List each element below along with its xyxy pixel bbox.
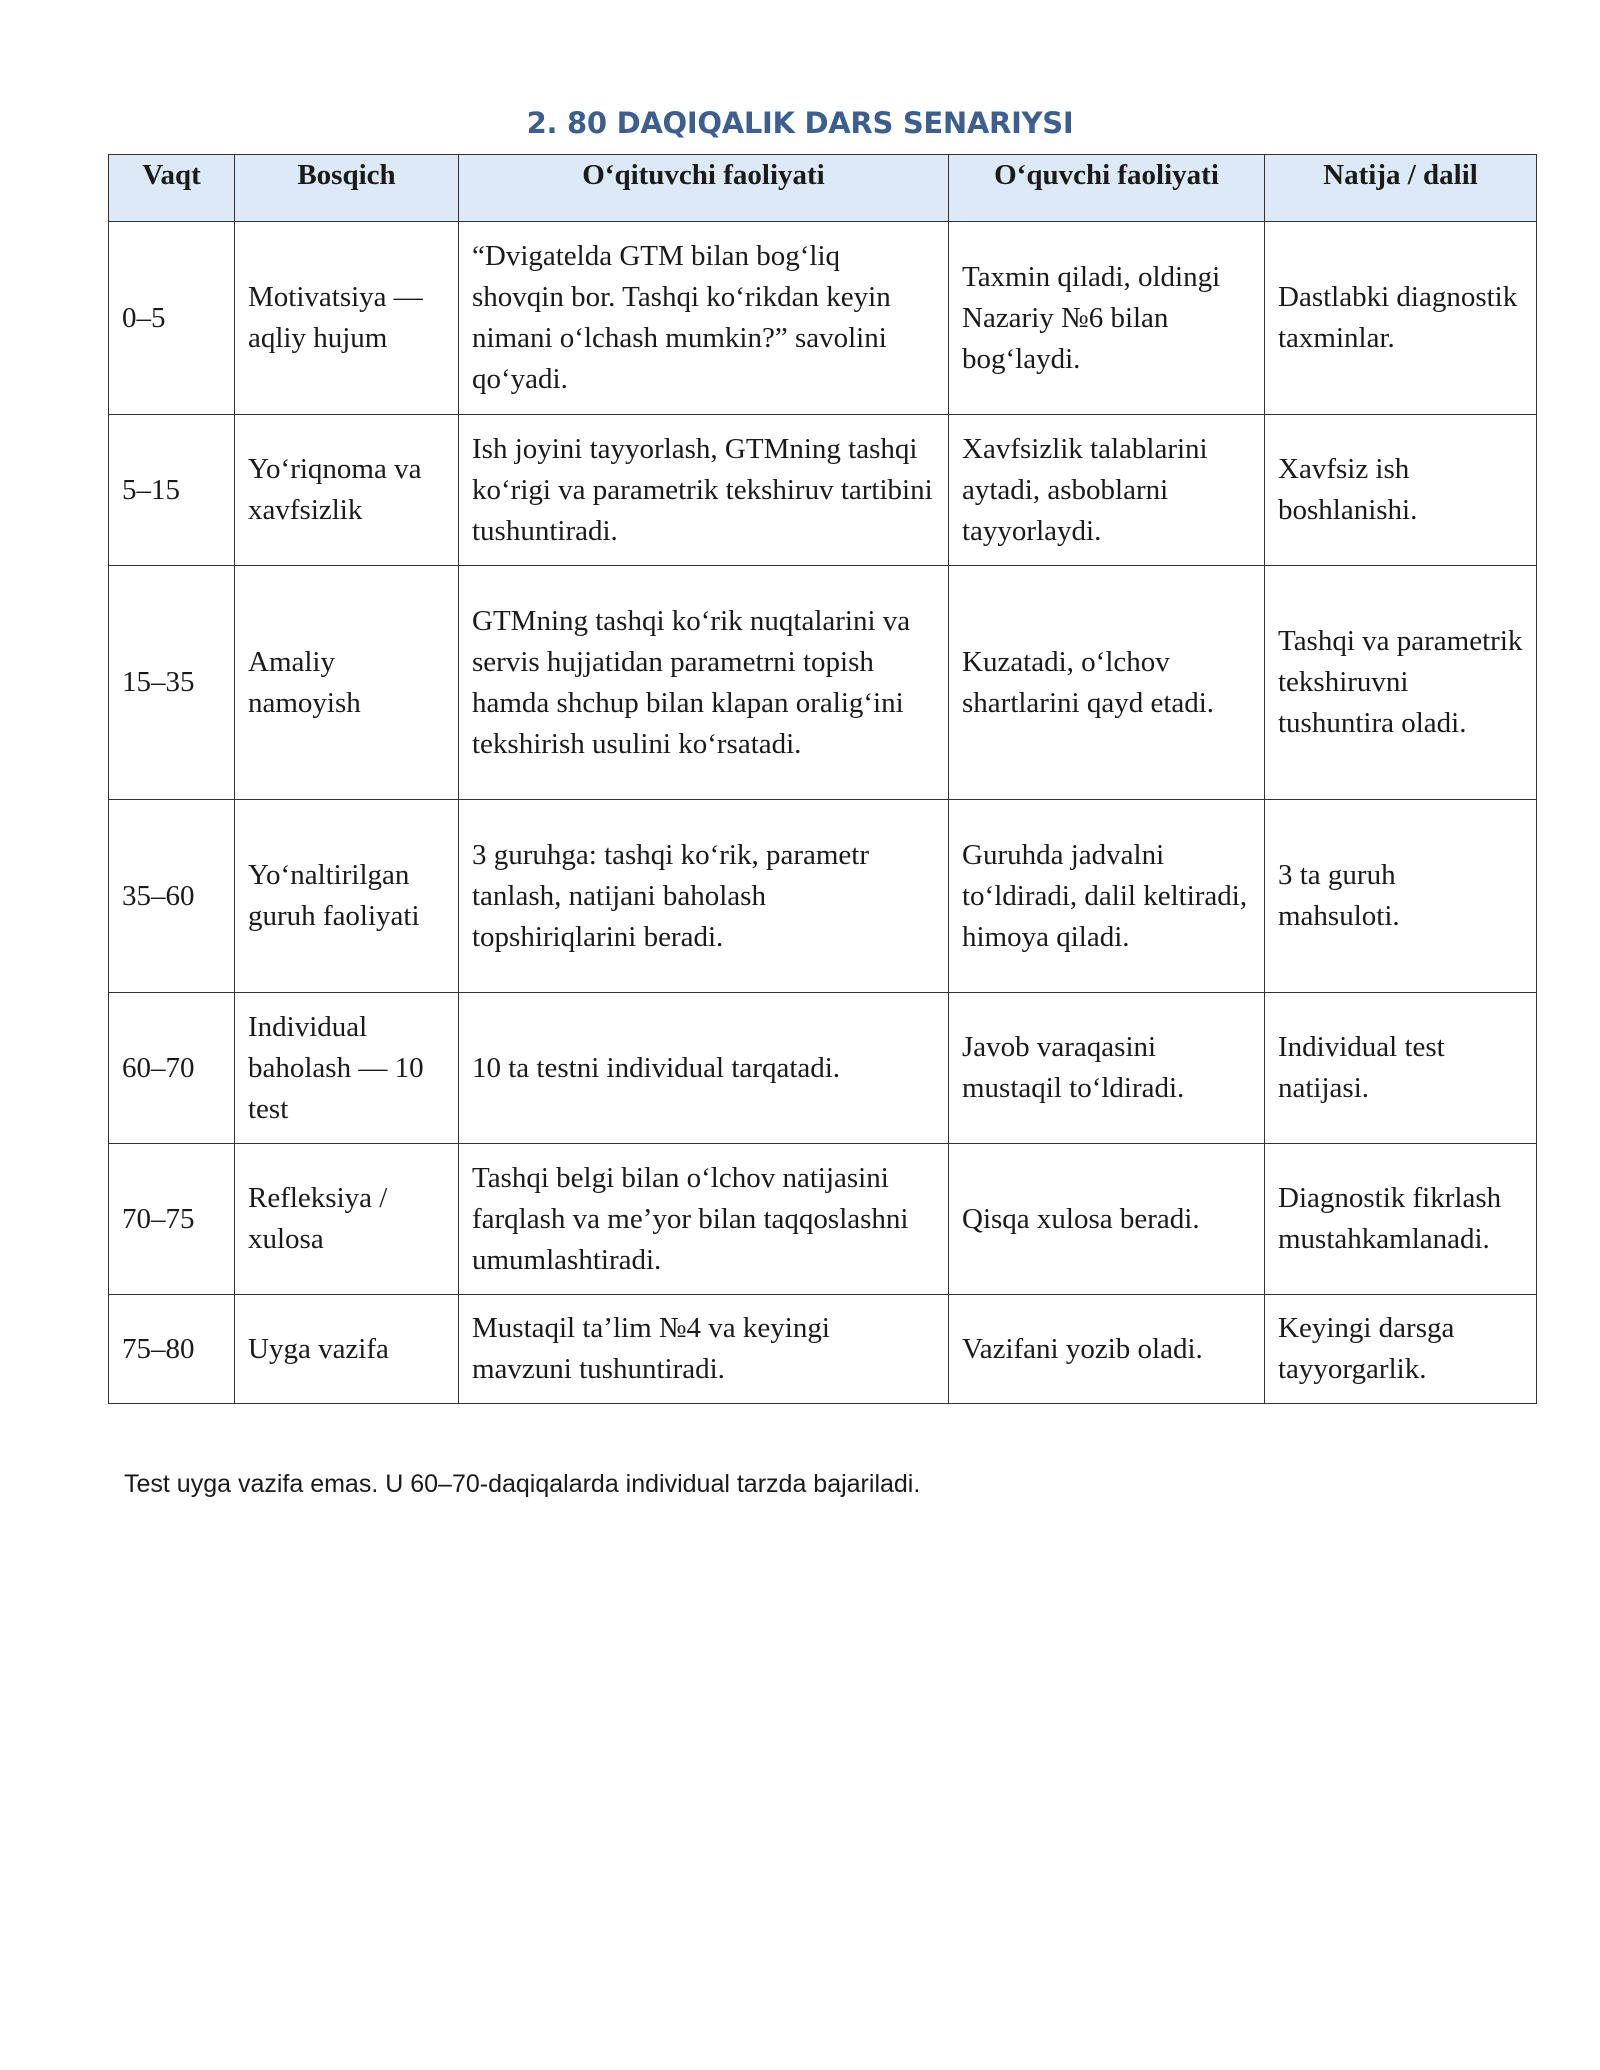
stage-cell: Yo‘naltirilgan guruh faoliyati	[235, 800, 459, 993]
stage-cell: Amaliy namoyish	[235, 566, 459, 800]
column-header-student-activity: O‘quvchi faoliyati	[949, 155, 1265, 222]
time-cell: 5–15	[109, 415, 235, 566]
table-row	[109, 222, 1537, 415]
stage-cell: Motivatsiya — aqliy hujum	[235, 222, 459, 415]
column-header-teacher-activity: O‘qituvchi faoliyati	[459, 155, 949, 222]
stage-cell: Individual baholash — 10 test	[235, 993, 459, 1144]
teacher-activity-cell: 10 ta testni individual tarqatadi.	[459, 993, 949, 1144]
stage-cell: Uyga vazifa	[235, 1295, 459, 1404]
time-cell: 15–35	[109, 566, 235, 800]
footnote: Test uyga vazifa emas. U 60–70-daqiqalarda individual tarzda bajariladi.	[124, 1470, 921, 1498]
table-row	[109, 1295, 1537, 1404]
teacher-activity-cell: 3 guruhga: tashqi ko‘rik, parametr tanlash, natijani baholash topshiriqlarini beradi.	[459, 800, 949, 993]
table-row	[109, 415, 1537, 566]
time-cell: 0–5	[109, 222, 235, 415]
stage-cell: Yo‘riqnoma va xavfsizlik	[235, 415, 459, 566]
lesson-scenario-table	[108, 154, 1537, 1404]
teacher-activity-cell: Mustaqil ta’lim №4 va keyingi mavzuni tushuntiradi.	[459, 1295, 949, 1404]
student-activity-cell: Qisqa xulosa beradi.	[949, 1144, 1265, 1295]
time-cell: 35–60	[109, 800, 235, 993]
teacher-activity-cell: Ish joyini tayyorlash, GTMning tashqi ko‘rigi va parametrik tekshiruv tartibini tushuntiradi.	[459, 415, 949, 566]
student-activity-cell: Kuzatadi, o‘lchov shartlarini qayd etadi.	[949, 566, 1265, 800]
result-cell: Keyingi darsga tayyorgarlik.	[1265, 1295, 1537, 1404]
result-cell: Individual test natijasi.	[1265, 993, 1537, 1144]
table-row	[109, 800, 1537, 993]
student-activity-cell: Taxmin qiladi, oldingi Nazariy №6 bilan bog‘laydi.	[949, 222, 1265, 415]
result-cell: Xavfsiz ish boshlanishi.	[1265, 415, 1537, 566]
page-title: 2. 80 DAQIQALIK DARS SENARIYSI	[526, 106, 1074, 140]
teacher-activity-cell: “Dvigatelda GTM bilan bog‘liq shovqin bor. Tashqi ko‘rikdan keyin nimani o‘lchash mumkin?” savolini qo‘yadi.	[459, 222, 949, 415]
student-activity-cell: Vazifani yozib oladi.	[949, 1295, 1265, 1404]
result-cell: 3 ta guruh mahsuloti.	[1265, 800, 1537, 993]
teacher-activity-cell: Tashqi belgi bilan o‘lchov natijasini farqlash va me’yor bilan taqqoslashni umumlashtiradi.	[459, 1144, 949, 1295]
result-cell: Tashqi va parametrik tekshiruvni tushuntira oladi.	[1265, 566, 1537, 800]
table-row	[109, 566, 1537, 800]
student-activity-cell: Xavfsizlik talablarini aytadi, asboblarni tayyorlaydi.	[949, 415, 1265, 566]
table-header-row	[109, 155, 1537, 222]
student-activity-cell: Javob varaqasini mustaqil to‘ldiradi.	[949, 993, 1265, 1144]
student-activity-cell: Guruhda jadvalni to‘ldiradi, dalil keltiradi, himoya qiladi.	[949, 800, 1265, 993]
column-header-stage: Bosqich	[235, 155, 459, 222]
teacher-activity-cell: GTMning tashqi ko‘rik nuqtalarini va servis hujjatidan parametrni topish hamda shchup bilan klapan oralig‘ini tekshirish usulini ko‘rsatadi.	[459, 566, 949, 800]
table-row	[109, 993, 1537, 1144]
result-cell: Dastlabki diagnostik taxminlar.	[1265, 222, 1537, 415]
stage-cell: Refleksiya / xulosa	[235, 1144, 459, 1295]
time-cell: 70–75	[109, 1144, 235, 1295]
result-cell: Diagnostik fikrlash mustahkamlanadi.	[1265, 1144, 1537, 1295]
table-row	[109, 1144, 1537, 1295]
column-header-result: Natija / dalil	[1265, 155, 1537, 222]
time-cell: 75–80	[109, 1295, 235, 1404]
time-cell: 60–70	[109, 993, 235, 1144]
column-header-time: Vaqt	[109, 155, 235, 222]
